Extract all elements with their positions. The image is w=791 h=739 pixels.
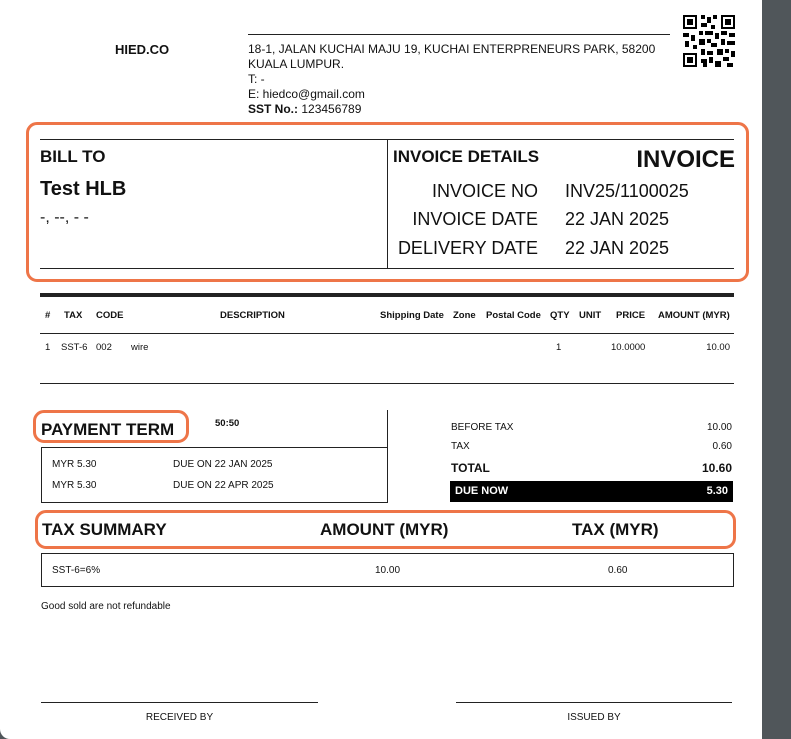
bill-to-heading: BILL TO xyxy=(40,147,106,166)
address-line-1: 18-1, JALAN KUCHAI MAJU 19, KUCHAI ENTERPRENEURS PARK, 58200 xyxy=(248,42,656,56)
issued-signature-line xyxy=(456,702,732,703)
payment-schedule xyxy=(41,447,388,503)
row-num: 1 xyxy=(45,342,51,353)
company-email: E: hiedco@gmail.com xyxy=(248,87,365,101)
highlight-payment-term xyxy=(33,410,189,443)
company-phone: T: - xyxy=(248,72,265,86)
col-code: CODE xyxy=(96,310,124,321)
payment-due-1: DUE ON 22 JAN 2025 xyxy=(173,459,273,470)
payment-ratio: 50:50 xyxy=(215,418,240,429)
row-code: 002 xyxy=(96,342,112,353)
due-now-value: 5.30 xyxy=(706,485,728,497)
bill-to-name: Test HLB xyxy=(40,178,127,200)
row-price: 10.0000 xyxy=(611,342,646,353)
received-by-label: RECEIVED BY xyxy=(145,712,214,723)
tax-summary-code: SST-6=6% xyxy=(52,565,101,576)
due-now-bar xyxy=(450,481,733,502)
before-tax-label: BEFORE TAX xyxy=(451,422,514,433)
before-tax-value: 10.00 xyxy=(706,422,732,433)
col-zone: Zone xyxy=(453,310,476,321)
tax-value: 0.60 xyxy=(712,441,732,452)
items-bottom-rule xyxy=(40,383,734,384)
tax-summary-row xyxy=(41,553,734,587)
sst-value: 123456789 xyxy=(301,102,362,116)
invoice-title: INVOICE xyxy=(636,146,735,173)
issued-by-label: ISSUED BY xyxy=(567,712,621,723)
col-price: PRICE xyxy=(616,310,646,321)
row-description: wire xyxy=(131,342,149,353)
items-header-rule xyxy=(40,333,734,334)
col-shipping-date: Shipping Date xyxy=(380,310,444,321)
total-value: 10.60 xyxy=(701,461,732,475)
payment-amount-2: MYR 5.30 xyxy=(52,480,97,491)
refund-note: Good sold are not refundable xyxy=(41,601,171,612)
due-now-label: DUE NOW xyxy=(455,485,509,497)
payment-amount-1: MYR 5.30 xyxy=(52,459,97,470)
tax-label: TAX xyxy=(451,441,470,452)
invoice-details-heading: INVOICE DETAILS xyxy=(393,147,540,166)
delivery-date-label: DELIVERY DATE xyxy=(397,238,538,258)
received-signature-line xyxy=(41,702,318,703)
invoice-date-value: 22 JAN 2025 xyxy=(565,209,670,229)
tax-summary-tax-header: TAX (MYR) xyxy=(572,520,659,539)
highlight-billing xyxy=(26,122,749,282)
col-description: DESCRIPTION xyxy=(220,310,285,321)
row-qty: 1 xyxy=(556,342,562,353)
header-rule xyxy=(248,34,670,35)
col-tax: TAX xyxy=(64,310,83,321)
invoice-no-value: INV25/1100025 xyxy=(565,181,689,201)
address-line-2: KUALA LUMPUR. xyxy=(248,57,345,71)
col-unit: UNIT xyxy=(579,310,602,321)
tax-summary-amount-header: AMOUNT (MYR) xyxy=(320,520,449,539)
col-amount: AMOUNT (MYR) xyxy=(658,310,730,321)
delivery-date-value: 22 JAN 2025 xyxy=(565,238,670,258)
invoice-no-label: INVOICE NO xyxy=(431,181,538,201)
row-tax: SST-6 xyxy=(61,342,88,353)
payment-term-heading: PAYMENT TERM xyxy=(41,420,175,439)
col-postal-code: Postal Code xyxy=(486,310,541,321)
sst-label: SST No.: xyxy=(248,102,298,116)
payment-due-2: DUE ON 22 APR 2025 xyxy=(173,480,274,491)
items-table-top-rule xyxy=(40,293,734,297)
company-name: HIED.CO xyxy=(115,42,170,57)
company-sst xyxy=(248,102,655,117)
row-amount: 10.00 xyxy=(706,342,730,353)
bill-to-address: -, --, - - xyxy=(40,209,89,226)
tax-summary-amount: 10.00 xyxy=(375,565,401,576)
col-num: # xyxy=(45,310,51,321)
total-label: TOTAL xyxy=(451,461,490,475)
qr-code-icon xyxy=(683,15,735,67)
payment-divider xyxy=(387,410,388,447)
company-address xyxy=(248,42,655,117)
col-qty: QTY xyxy=(550,310,570,321)
tax-summary-tax: 0.60 xyxy=(608,565,628,576)
invoice-date-label: INVOICE DATE xyxy=(412,209,538,229)
highlight-tax-summary xyxy=(35,510,736,549)
tax-summary-heading: TAX SUMMARY xyxy=(42,520,167,539)
